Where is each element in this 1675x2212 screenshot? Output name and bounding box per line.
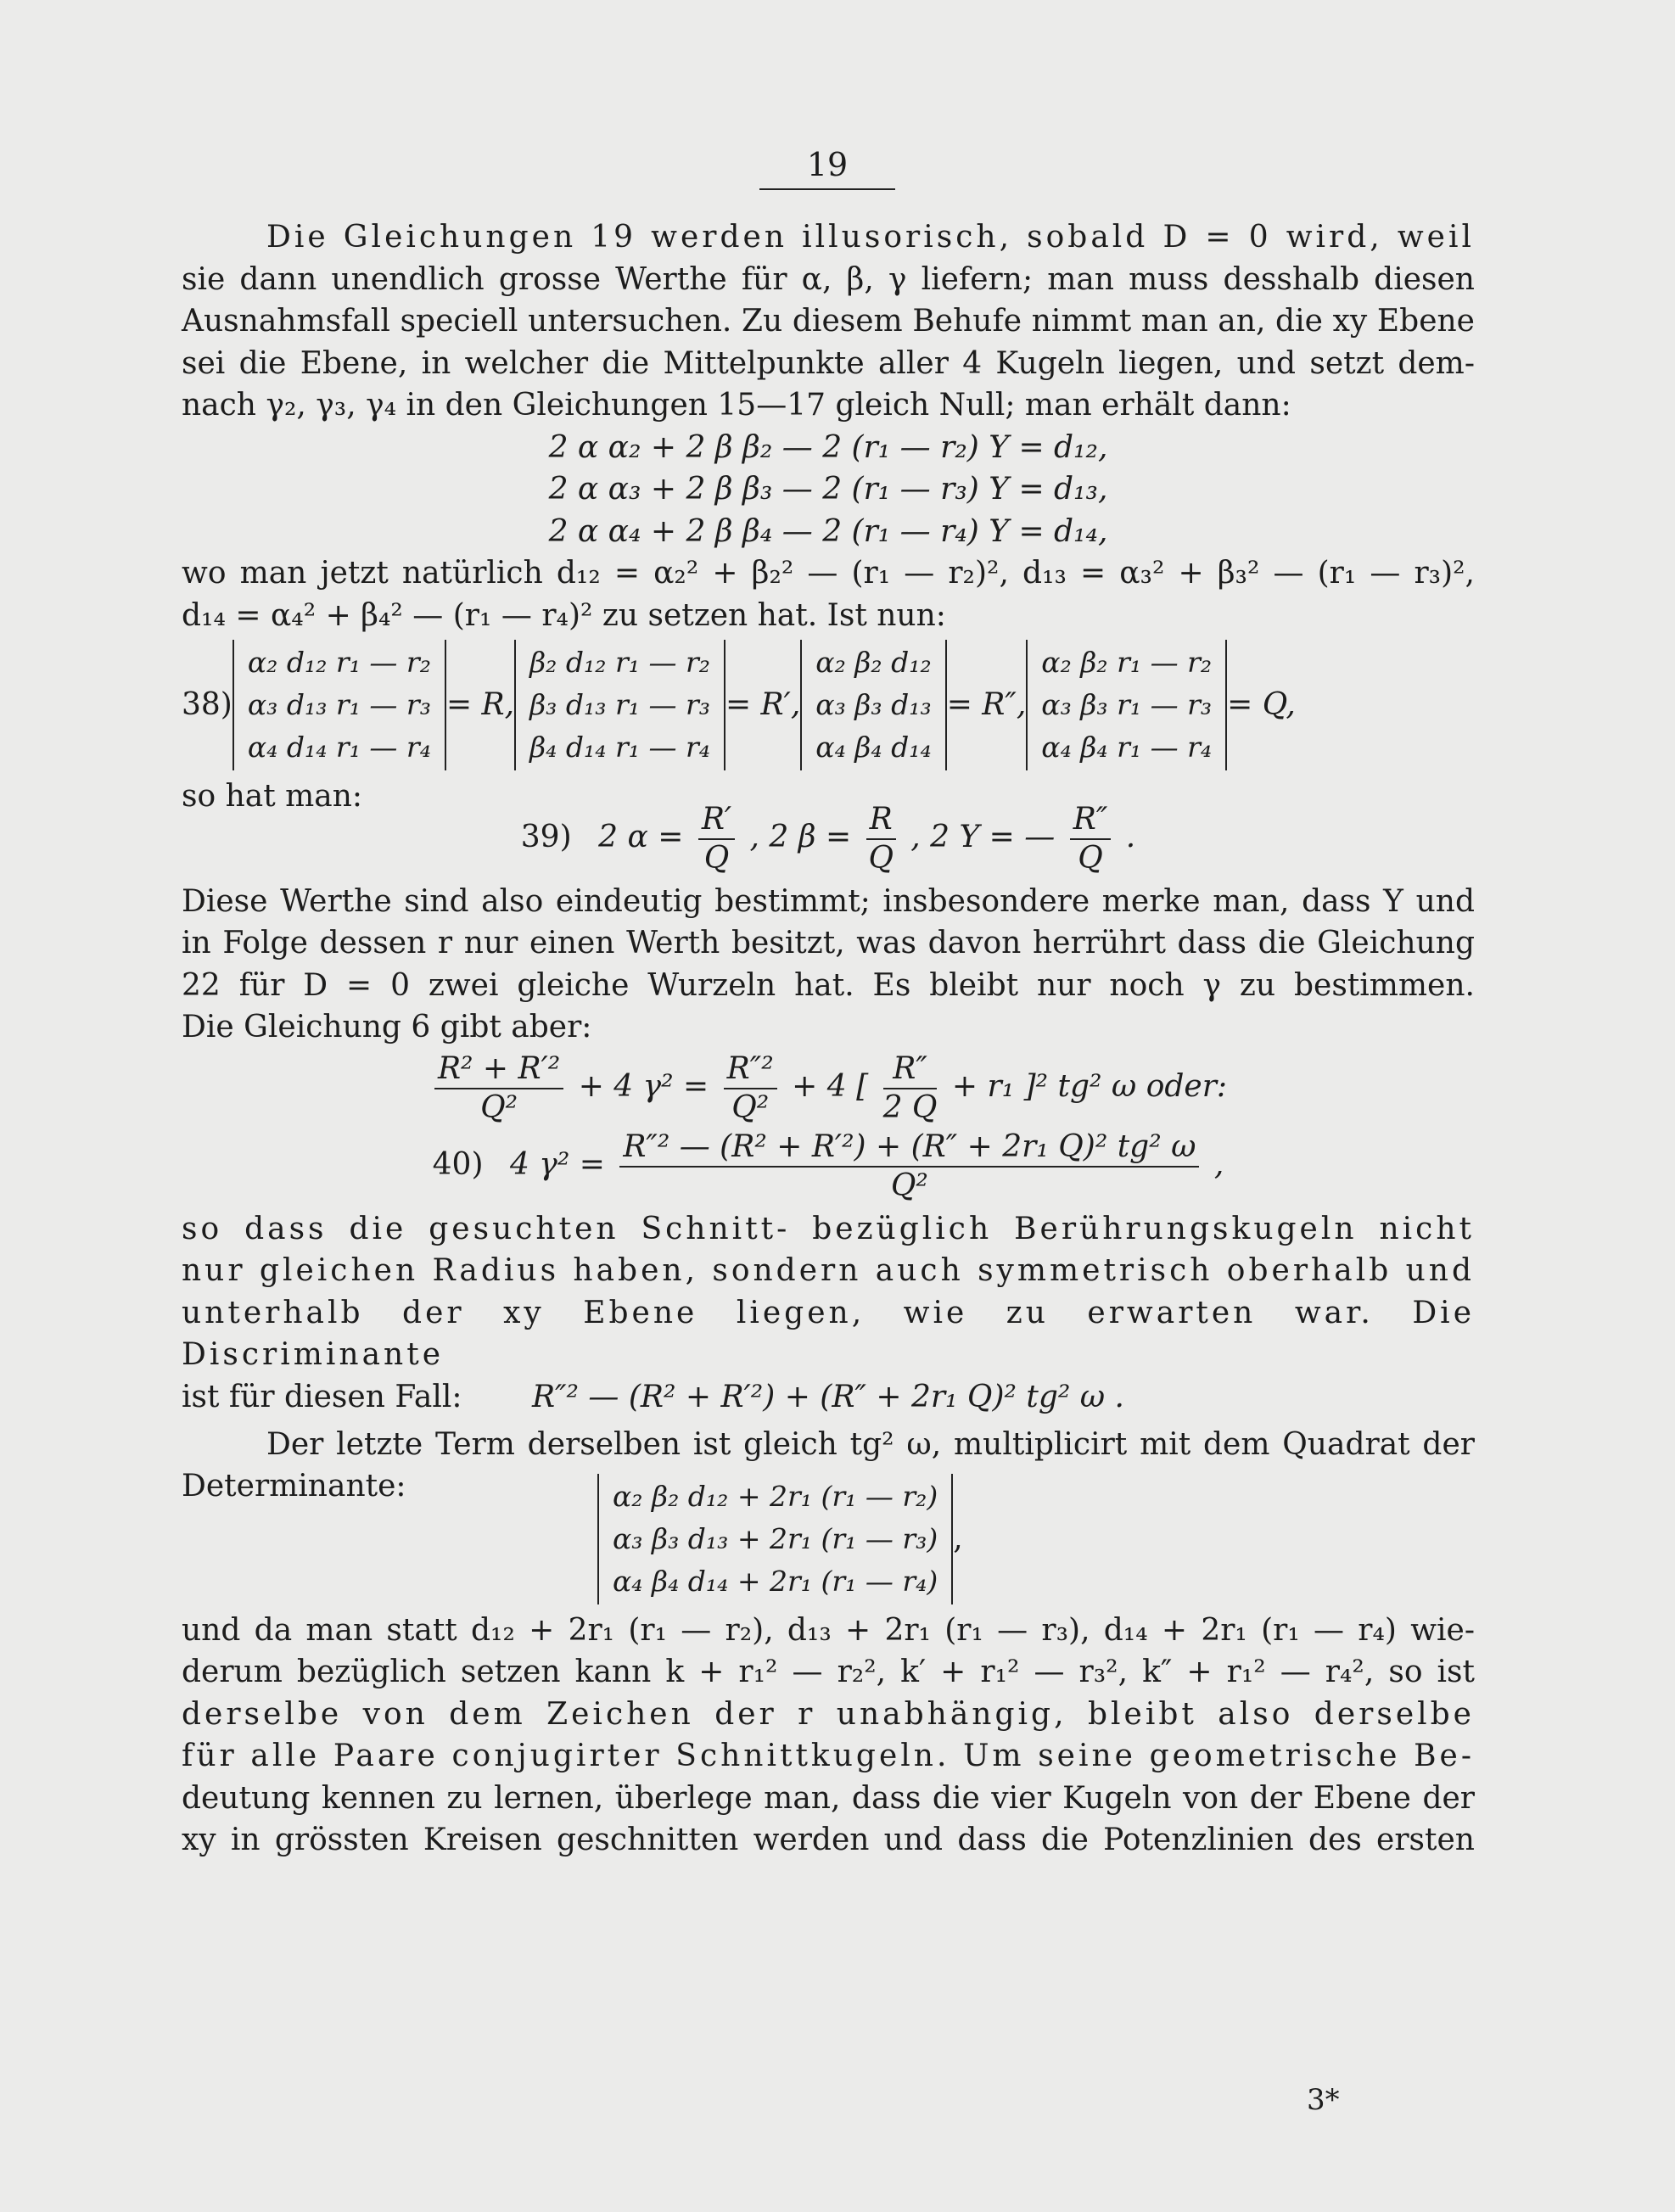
eq6-middle: + 4 γ² = xyxy=(578,1068,709,1104)
determinant-R-double-prime xyxy=(800,640,946,770)
eq6-bracket-close: + r₁ ]² tg² ω oder: xyxy=(951,1068,1228,1104)
determinant-row: α₃ β₃ d₁₃ xyxy=(815,688,932,721)
text-line: derum bezüglich setzen kann k + r₁² — r₂², k′ + r₁² — r₃², k″ + r₁² — r₄², so ist xyxy=(182,1655,1475,1689)
eq39-alpha-lhs: 2 α = xyxy=(598,819,684,854)
eq39-beta-lhs: , 2 β = xyxy=(749,819,852,854)
equation-line: 2 α α₂ + 2 β β₂ — 2 (r₁ — r₂) Y = d₁₂, xyxy=(548,429,1108,465)
denominator: Q xyxy=(1078,840,1103,876)
determinant-row: α₃ β₃ r₁ — r₃ xyxy=(1041,688,1213,721)
text-line: für alle Paare conjugirter Schnittkugeln. Um seine geometrische Be- xyxy=(182,1739,1475,1773)
denominator: Q xyxy=(703,840,730,876)
eq40-tail: , xyxy=(1213,1146,1224,1182)
determinant-row: β₂ d₁₂ r₁ — r₂ xyxy=(529,646,710,679)
denominator: Q² xyxy=(890,1168,928,1203)
equation-line: 2 α α₃ + 2 β β₃ — 2 (r₁ — r₃) Y = d₁₃, xyxy=(548,472,1108,507)
text-line: wo man jetzt natürlich d₁₂ = α₂² + β₂² — (r₁ — r₂)², d₁₃ = α₃² + β₃² — (r₁ — r₃)², xyxy=(182,556,1475,591)
numerator: R″² xyxy=(724,1050,777,1089)
text-line: xy in grössten Kreisen geschnitten werden und dass die Potenzlinien des ersten xyxy=(182,1823,1475,1857)
fraction xyxy=(619,1128,1199,1205)
determinant-row: α₂ d₁₂ r₁ — r₂ xyxy=(247,646,431,679)
fraction xyxy=(866,801,896,877)
fraction xyxy=(1070,801,1112,877)
denominator: Q xyxy=(868,840,894,876)
text-line: Determinante: xyxy=(182,1469,406,1504)
determinant-row: α₄ β₄ d₁₄ + 2r₁ (r₁ — r₄) xyxy=(613,1564,938,1598)
eq40-lhs: 4 γ² = xyxy=(509,1146,605,1182)
text-line: Die Gleichung 6 gibt aber: xyxy=(182,1010,592,1044)
text-line: derselbe von dem Zeichen der r unabhängig, bleibt also derselbe xyxy=(182,1696,1475,1732)
equation-38 xyxy=(182,640,1296,770)
equals-R-double-prime: = R″, xyxy=(946,687,1027,723)
denominator: Q² xyxy=(731,1089,770,1125)
text-line: d₁₄ = α₄² + β₄² — (r₁ — r₄)² zu setzen hat. Ist nun: xyxy=(182,597,946,633)
determinant-row: α₃ β₃ d₁₃ + 2r₁ (r₁ — r₃) xyxy=(613,1521,938,1555)
eq6-bracket-open: + 4 [ xyxy=(792,1068,869,1104)
text-line: sie dann unendlich grosse Werthe für α, β, γ liefern; man muss desshalb diesen xyxy=(182,261,1475,297)
numerator: R² + R′² xyxy=(434,1050,563,1089)
equals-Q: = Q, xyxy=(1227,687,1296,723)
determinant-row: α₃ d₁₃ r₁ — r₃ xyxy=(247,688,431,721)
page-number-rule xyxy=(759,188,895,190)
determinant-row: α₂ β₂ d₁₂ + 2r₁ (r₁ — r₂) xyxy=(613,1479,938,1513)
equals-R: = R, xyxy=(445,687,515,723)
text-line: ist für diesen Fall: xyxy=(182,1379,462,1414)
equation-39 xyxy=(182,801,1475,877)
text-line: nach γ₂, γ₃, γ₄ in den Gleichungen 15—17 gleich Null; man erhält dann: xyxy=(182,388,1291,423)
discriminant-equation: R″² — (R² + R′²) + (R″ + 2r₁ Q)² tg² ω . xyxy=(531,1380,1124,1414)
fraction xyxy=(724,1050,777,1127)
final-determinant xyxy=(597,1474,963,1604)
determinant-R-prime xyxy=(514,640,725,770)
determinant-row: α₄ d₁₄ r₁ — r₄ xyxy=(247,731,431,764)
numerator: R″ xyxy=(1070,801,1112,840)
determinant-row: β₃ d₁₃ r₁ — r₃ xyxy=(529,688,710,721)
determinant-row: β₄ d₁₄ r₁ — r₄ xyxy=(529,731,710,764)
eq39-tail: . xyxy=(1125,819,1136,854)
determinant-R xyxy=(232,640,446,770)
equation-6 xyxy=(182,1050,1475,1127)
text-line: sei die Ebene, in welcher die Mittelpunkte aller 4 Kugeln liegen, und setzt dem- xyxy=(182,345,1475,381)
numerator: R″² — (R² + R′²) + (R″ + 2r₁ Q)² tg² ω xyxy=(619,1128,1199,1168)
fraction xyxy=(698,801,735,877)
numerator: R″ xyxy=(883,1050,938,1089)
equation-label: 39) xyxy=(520,819,572,854)
determinant-final xyxy=(597,1474,953,1604)
determinant-row: α₄ β₄ r₁ — r₄ xyxy=(1041,731,1213,764)
determinant-row: α₂ β₂ r₁ — r₂ xyxy=(1041,646,1213,679)
equals-R-prime: = R′, xyxy=(725,687,801,723)
text-line: so hat man: xyxy=(182,779,363,814)
text-line: und da man statt d₁₂ + 2r₁ (r₁ — r₂), d₁₃ + 2r₁ (r₁ — r₃), d₁₄ + 2r₁ (r₁ — r₄) wie- xyxy=(182,1612,1475,1648)
determinant-row: α₂ β₂ d₁₂ xyxy=(815,646,932,679)
equation-line: 2 α α₄ + 2 β β₄ — 2 (r₁ — r₄) Y = d₁₄, xyxy=(548,513,1108,549)
determinant-Q xyxy=(1026,640,1227,770)
equation-label: 38) xyxy=(182,687,232,723)
equation-label: 40) xyxy=(432,1146,484,1182)
fraction xyxy=(434,1050,563,1127)
eq39-y-lhs: , 2 Y = — xyxy=(910,819,1056,854)
text-line: nur gleichen Radius haben, sondern auch symmetrisch oberhalb und xyxy=(182,1253,1475,1288)
text-line: Die Gleichungen 19 werden illusorisch, sobald D = 0 wird, weil xyxy=(266,220,1475,255)
text-line: in Folge dessen r nur einen Werth besitzt, was davon herrührt dass die Gleichung xyxy=(182,926,1475,960)
text-line: Der letzte Term derselben ist gleich tg² ω, multiplicirt mit dem Quadrat der xyxy=(266,1426,1475,1462)
page-number: 19 xyxy=(806,146,849,183)
signature-mark: 3* xyxy=(1307,2083,1340,2117)
text-line: 22 für D = 0 zwei gleiche Wurzeln hat. Es bleibt nur noch γ zu bestimmen. xyxy=(182,967,1475,1003)
text-body xyxy=(182,216,1475,1862)
text-line: Diese Werthe sind also eindeutig bestimmt; insbesondere merke man, dass Y und xyxy=(182,883,1475,919)
denominator: Q² xyxy=(480,1089,518,1125)
text-line: Ausnahmsfall speciell untersuchen. Zu diesem Behufe nimmt man an, die xy Ebene xyxy=(182,304,1475,339)
fraction xyxy=(883,1050,938,1127)
equation-40 xyxy=(182,1128,1475,1205)
text-line: so dass die gesuchten Schnitt- bezüglich Berührungskugeln nicht xyxy=(182,1211,1475,1246)
determinant-tail: , xyxy=(953,1520,963,1556)
text-line: deutung kennen zu lernen, überlege man, dass die vier Kugeln von der Ebene der xyxy=(182,1780,1475,1816)
text-line: unterhalb der xy Ebene liegen, wie zu erwarten war. Die Discriminante xyxy=(182,1295,1475,1372)
determinant-row: α₄ β₄ d₁₄ xyxy=(815,731,932,764)
numerator: R xyxy=(866,801,896,840)
numerator: R′ xyxy=(698,801,735,840)
denominator: 2 Q xyxy=(882,1089,938,1125)
